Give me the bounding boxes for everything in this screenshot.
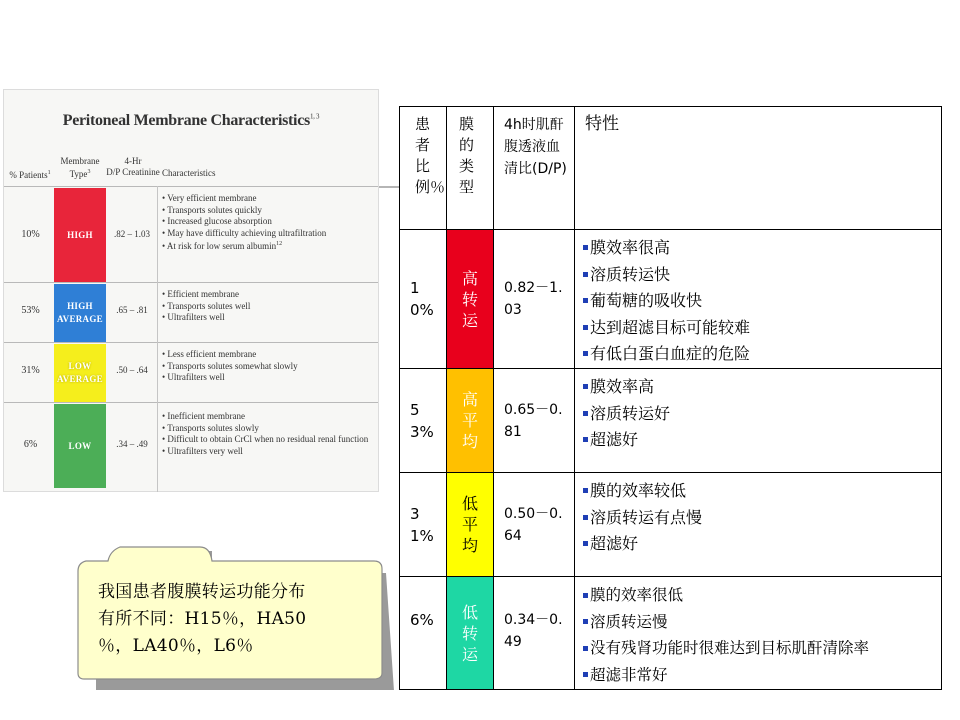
- row-type-high: 高转运: [447, 230, 494, 369]
- figure-char-item: • Ultrafilters very well: [162, 446, 374, 458]
- connector-line: [379, 186, 399, 188]
- figure-char-item: • Transports solutes somewhat slowly: [162, 361, 374, 373]
- figure-char-item: • Transports solutes slowly: [162, 423, 374, 435]
- row-type-low: 低转运: [447, 577, 494, 690]
- figure-row-dp: .34 – .49: [116, 439, 148, 449]
- figure-type-badge: LOW: [54, 404, 106, 488]
- figure-row-characteristics: [162, 349, 374, 384]
- characteristic-item: 溶质转运好: [583, 401, 941, 428]
- note-line: 有所不同：H15％，HA50: [98, 609, 307, 629]
- figure-char-item: • Difficult to obtain CrCl when no residual renal function: [162, 434, 374, 446]
- table-row: [400, 230, 942, 369]
- row-pct: 31%: [400, 473, 447, 577]
- characteristic-item: 超滤非常好: [583, 662, 935, 689]
- figure-title-sup: 1, 3: [309, 112, 320, 121]
- figure-char-item: • Transports solutes well: [162, 301, 374, 313]
- row-pct: 53%: [400, 369, 447, 473]
- characteristic-item: 膜的效率较低: [583, 478, 941, 505]
- characteristic-item: 超滤好: [583, 427, 941, 454]
- figure-row-pct: 31%: [21, 365, 40, 376]
- figure-row-low-average: [4, 342, 378, 403]
- note-line: 我国患者腹膜转运功能分布: [98, 582, 306, 602]
- figure-row-high-average: [4, 282, 378, 343]
- figure-title: Peritoneal Membrane Characteristics$^{1, 3}$: [62, 112, 320, 129]
- figure-row-characteristics: [162, 193, 374, 253]
- characteristic-item: 膜效率高: [583, 374, 941, 401]
- figure-row-pct: 53%: [21, 305, 40, 316]
- figure-row-high: [4, 186, 378, 283]
- table-row: [400, 473, 942, 577]
- header-characteristics: 特性: [575, 107, 942, 230]
- characteristic-item: 膜的效率很低: [583, 582, 935, 609]
- row-pct: 10%: [400, 230, 447, 369]
- row-dp: 0.34－0.49: [494, 577, 575, 690]
- figure-char-item: • Increased glucose absorption: [162, 216, 374, 228]
- figure-char-item: • Very efficient membrane: [162, 193, 374, 205]
- figure-row-pct: 6%: [23, 439, 38, 450]
- figure-char-item: • Efficient membrane: [162, 289, 374, 301]
- figure-row-pct: 10%: [21, 229, 40, 240]
- characteristic-item: 超滤好: [583, 531, 941, 558]
- row-dp: 0.82－1.03: [494, 230, 575, 369]
- row-dp: 0.50－0.64: [494, 473, 575, 577]
- row-type-high-average: 高平均: [447, 369, 494, 473]
- characteristic-item: 达到超滤目标可能较难: [583, 315, 941, 342]
- characteristic-item: 溶质转运慢: [583, 609, 935, 636]
- figure-row-characteristics: [162, 289, 374, 324]
- characteristic-item: 膜效率很高: [583, 235, 941, 262]
- figure-header-characteristics: Characteristics: [162, 168, 216, 178]
- figure-char-item: • Transports solutes quickly: [162, 205, 374, 217]
- characteristic-item: 溶质转运有点慢: [583, 505, 941, 532]
- row-type-low-average: 低平均: [447, 473, 494, 577]
- figure-header-patients: % Patients$^1$: [9, 170, 51, 180]
- row-characteristics: [575, 577, 942, 690]
- figure-char-item: • Ultrafilters well: [162, 372, 374, 384]
- characteristic-item: 有低白蛋白血症的危险: [583, 341, 941, 368]
- characteristic-item: 没有残肾功能时很难达到目标肌酐清除率: [583, 635, 935, 662]
- row-pct: 6%: [400, 577, 447, 690]
- row-characteristics: [575, 369, 942, 473]
- characteristic-item: 溶质转运快: [583, 262, 941, 289]
- figure-type-badge: LOW AVERAGE: [54, 344, 106, 402]
- figure-row-dp: .82 – 1.03: [114, 229, 150, 239]
- membrane-table: [399, 106, 942, 690]
- header-type: 膜的类型: [447, 107, 494, 230]
- figure-row-characteristics: [162, 411, 374, 457]
- figure-row-dp: .50 – .64: [116, 365, 148, 375]
- header-dp: 4h时肌酐腹透液血清比(D/P): [494, 107, 575, 230]
- figure-header-dp: 4-Hr D/P Creatinine: [106, 156, 160, 177]
- figure-char-item: • Less efficient membrane: [162, 349, 374, 361]
- peritoneal-characteristics-figure: [3, 89, 379, 492]
- figure-row-low: [4, 402, 378, 489]
- figure-char-item: • Inefficient membrane: [162, 411, 374, 423]
- table-header-row: [400, 107, 942, 230]
- row-characteristics: [575, 230, 942, 369]
- figure-body: [4, 186, 378, 492]
- figure-type-badge: HIGH: [54, 188, 106, 282]
- figure-char-item: • May have difficulty achieving ultrafiltration: [162, 228, 374, 240]
- note-callout: [74, 545, 384, 679]
- characteristic-item: 葡萄糖的吸收快: [583, 288, 941, 315]
- figure-row-dp: .65 – .81: [116, 305, 148, 315]
- figure-char-item: • At risk for low serum albumin$^{12}$: [162, 239, 374, 253]
- row-dp: 0.65－0.81: [494, 369, 575, 473]
- figure-type-badge: HIGH AVERAGE: [54, 284, 106, 342]
- row-characteristics: [575, 473, 942, 577]
- figure-char-item: • Ultrafilters well: [162, 312, 374, 324]
- note-line: ％，LA40％，L6％: [98, 636, 254, 656]
- header-patients: 患者比例％: [400, 107, 447, 230]
- figure-divider: [157, 186, 158, 492]
- note-text: [98, 579, 368, 660]
- table-row: [400, 577, 942, 690]
- figure-header-type: Membrane Type$^3$: [60, 156, 100, 179]
- table-row: [400, 369, 942, 473]
